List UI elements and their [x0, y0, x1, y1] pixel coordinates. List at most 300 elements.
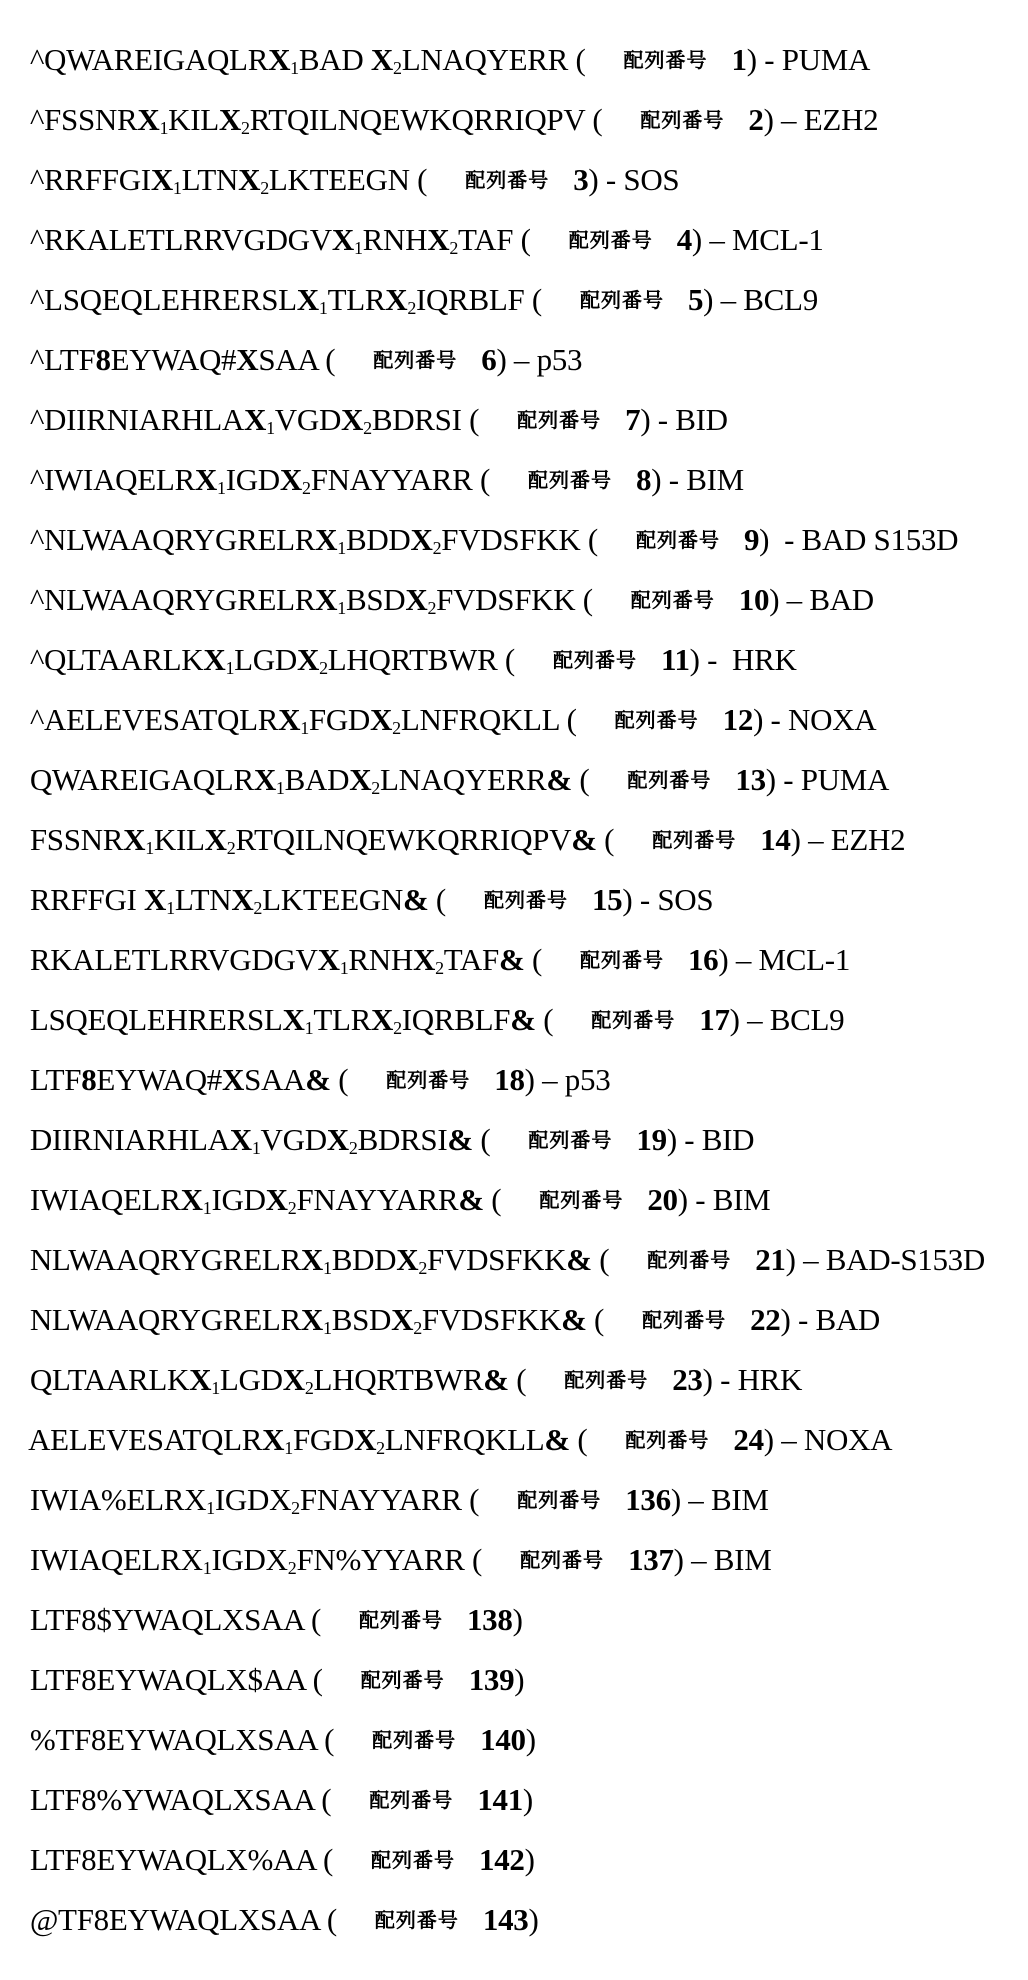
sequence-segment: X [412, 942, 436, 977]
sequence-segment: LKTEEGN [262, 882, 403, 917]
seq-id-label: 配列番号 [520, 1548, 605, 1572]
sequence-segment: LTN [174, 882, 232, 917]
open-paren: ( [409, 162, 428, 197]
sequence-segment: BSD [345, 582, 406, 617]
sequence-segment: LTN [181, 162, 239, 197]
seq-id-number: 10 [738, 582, 770, 617]
sequence-line [0, 240, 818, 318]
seq-id-number: 1 [731, 42, 747, 77]
sequence-segment: 1 [251, 1138, 261, 1158]
open-paren: ( [508, 1362, 527, 1397]
sequence-segment: 1 [166, 898, 175, 918]
sequence-segment: KIL [153, 822, 205, 857]
sequence-line [0, 600, 797, 678]
seq-id-number: 5 [687, 282, 704, 317]
sequence-segment: BDD [345, 522, 411, 557]
sequence-segment: SAA [244, 1062, 306, 1097]
sequence-segment: X [194, 462, 217, 497]
open-paren: ( [472, 462, 491, 497]
seq-id-label: 配列番号 [625, 1428, 710, 1452]
sequence-segment: X [315, 582, 338, 617]
open-paren: ( [461, 402, 480, 437]
sequence-segment: X [300, 1242, 323, 1277]
seq-id-label: 配列番号 [614, 708, 699, 732]
close-paren: ) [670, 1482, 681, 1517]
seq-id-number: 143 [482, 1902, 529, 1937]
close-paren: ) [691, 222, 702, 257]
sequence-segment: X [203, 642, 226, 677]
protein-name: – BAD-S153D [795, 1242, 985, 1277]
open-paren: ( [330, 1062, 349, 1097]
sequence-segment: X [282, 1362, 305, 1397]
protein-name: – p53 [506, 342, 583, 377]
sequence-segment: 2 [418, 1258, 428, 1278]
sequence-segment: 2 [449, 238, 459, 258]
sequence-line [0, 1080, 755, 1158]
sequence-segment: X [349, 762, 372, 797]
open-paren: ( [317, 342, 336, 377]
sequence-segment: 1 [225, 658, 235, 678]
sequence-segment: NLWAAQRYGRELR [29, 1242, 301, 1277]
sequence-segment: X [410, 522, 433, 557]
sequence-segment: IWIAQELRX [29, 1542, 203, 1577]
sequence-segment: X [218, 102, 241, 137]
sequence-segment: X [282, 1002, 305, 1037]
protein-name: – MCL-1 [728, 942, 851, 977]
open-paren: ( [461, 1482, 480, 1517]
close-paren: ) [769, 582, 780, 617]
seq-id-label: 配列番号 [642, 1308, 727, 1332]
sequence-segment: BDRSI [357, 1122, 448, 1157]
close-paren: ) [746, 42, 757, 77]
protein-name: - HRK [712, 1362, 803, 1397]
seq-id-number: 6 [481, 342, 497, 377]
sequence-segment: X [396, 1242, 419, 1277]
sequence-segment: & [305, 1062, 331, 1097]
seq-id-number: 138 [466, 1602, 513, 1637]
seq-id-number: 12 [722, 702, 754, 737]
seq-id-number: 13 [735, 762, 766, 797]
sequence-segment: 2 [241, 118, 250, 138]
sequence-segment: X [150, 162, 173, 197]
seq-id-label: 配列番号 [386, 1068, 471, 1092]
sequence-segment: X [144, 882, 167, 917]
sequence-segment: 1 [318, 298, 328, 318]
sequence-segment: LNFRQKLL [400, 702, 560, 737]
seq-id-label: 配列番号 [623, 48, 708, 72]
sequence-segment: KIL [168, 102, 219, 137]
sequence-segment: ^DIIRNIARHLA [29, 402, 244, 437]
close-paren: ) [718, 942, 729, 977]
sequence-segment: X [268, 42, 291, 77]
sequence-segment: X [229, 1122, 252, 1157]
sequence-segment: IQRBLF [401, 1002, 511, 1037]
protein-name: - PUMA [756, 42, 871, 77]
protein-name: – NOXA [773, 1422, 893, 1457]
open-paren: ( [580, 522, 598, 557]
open-paren: ( [464, 1542, 483, 1577]
open-paren: ( [568, 42, 586, 77]
sequence-segment: IQRBLF [416, 282, 525, 317]
sequence-segment: X [243, 402, 267, 437]
sequence-segment: 2 [435, 958, 444, 978]
seq-id-label: 配列番号 [483, 888, 568, 912]
sequence-line [0, 1500, 772, 1578]
open-paren: ( [524, 942, 542, 977]
seq-id-number: 7 [625, 402, 641, 437]
close-paren: ) [677, 1182, 688, 1217]
sequence-line [0, 300, 583, 377]
sequence-line [0, 780, 906, 858]
close-paren: ) [703, 282, 714, 317]
sequence-segment: 2 [392, 58, 402, 78]
sequence-segment: FNAYYARR [299, 1482, 462, 1517]
open-paren: ( [575, 582, 593, 617]
sequence-segment: FGD [308, 702, 371, 737]
sequence-segment: ^IWIAQELR [29, 462, 195, 497]
sequence-segment: & [546, 762, 572, 797]
close-paren: ) [790, 822, 801, 857]
sequence-segment: & [447, 1122, 473, 1157]
sequence-segment: 2 [287, 1198, 297, 1218]
sequence-line [0, 1620, 525, 1697]
sequence-line [0, 420, 744, 498]
seq-id-number: 9 [743, 522, 760, 557]
sequence-segment: X [370, 1002, 394, 1037]
sequence-line [0, 1260, 880, 1338]
open-paren: ( [319, 1902, 337, 1937]
sequence-segment: TAF [458, 222, 514, 257]
sequence-segment: & [510, 1002, 536, 1037]
protein-name: - SOS [632, 882, 714, 917]
seq-id-number: 24 [733, 1422, 764, 1457]
sequence-segment: X [317, 942, 340, 977]
sequence-segment: EYWAQ# [110, 342, 237, 377]
sequence-segment: 8 [81, 1062, 97, 1097]
sequence-line [0, 660, 877, 738]
sequence-segment: LTF8$YWAQLXSAA [29, 1602, 304, 1637]
open-paren: ( [313, 1782, 332, 1817]
sequence-line [0, 180, 824, 258]
peptide-sequence [30, 1902, 320, 1937]
sequence-segment: 2 [260, 178, 269, 198]
seq-id-label: 配列番号 [369, 1788, 454, 1812]
sequence-segment: 1 [304, 1018, 314, 1038]
sequence-line [0, 360, 728, 438]
protein-name: – BCL9 [739, 1002, 845, 1037]
close-paren: ) [524, 1842, 535, 1877]
open-paren: ( [584, 102, 603, 137]
seq-id-number: 142 [479, 1842, 525, 1877]
sequence-segment: ^FSSNR [29, 102, 138, 137]
close-paren: ) [702, 1362, 713, 1397]
sequence-segment: RNH [362, 222, 428, 257]
sequence-line [0, 480, 959, 558]
protein-name: - BIM [687, 1182, 771, 1217]
sequence-segment: X [391, 1302, 414, 1337]
sequence-segment: LGD [234, 642, 297, 677]
sequence-line [0, 720, 890, 798]
sequence-segment: X [341, 402, 364, 437]
open-paren: ( [497, 642, 515, 677]
seq-id-number: 22 [750, 1302, 781, 1337]
close-paren: ) [525, 1722, 536, 1757]
sequence-segment: 1 [206, 1498, 215, 1518]
sequence-segment: 1 [300, 718, 309, 738]
sequence-line [0, 1320, 803, 1398]
sequence-segment: X [236, 342, 259, 377]
open-paren: ( [596, 822, 615, 857]
sequence-segment: X [370, 42, 393, 77]
sequence-segment: RRFFGI [29, 882, 145, 917]
seq-id-number: 21 [755, 1242, 786, 1277]
sequence-line [0, 1680, 536, 1757]
sequence-line [0, 1440, 769, 1518]
protein-name: – MCL-1 [701, 222, 824, 257]
sequence-line [0, 1140, 771, 1218]
open-paren: ( [569, 1422, 588, 1457]
sequence-segment: 1 [211, 1378, 220, 1398]
open-paren: ( [483, 1182, 502, 1217]
sequence-segment: TLR [327, 282, 386, 317]
sequence-line [0, 1020, 611, 1097]
close-paren: ) [666, 1122, 677, 1157]
sequence-line [0, 840, 714, 918]
sequence-segment: FVDSFKK [421, 1302, 562, 1337]
sequence-segment: LTF8EYWAQLX%AA [29, 1842, 316, 1877]
sequence-segment: 1 [266, 418, 275, 438]
sequence-segment: X [278, 702, 301, 737]
sequence-segment: X [180, 1182, 203, 1217]
seq-id-label: 配列番号 [372, 1728, 457, 1752]
sequence-segment: ^NLWAAQRYGRELR [29, 522, 316, 557]
sequence-segment: QWAREIGAQLR [29, 762, 254, 797]
sequence-segment: & [561, 1302, 587, 1337]
open-paren: ( [303, 1602, 321, 1637]
seq-id-number: 23 [672, 1362, 703, 1397]
sequence-segment: 1 [202, 1198, 212, 1218]
protein-name: – BIM [680, 1482, 769, 1517]
sequence-segment: TAF [443, 942, 499, 977]
sequence-segment: ^NLWAAQRYGRELR [29, 582, 316, 617]
close-paren: ) [496, 342, 507, 377]
protein-name: - NOXA [763, 702, 877, 737]
seq-id-number: 141 [477, 1782, 523, 1817]
close-paren: ) [588, 162, 599, 197]
protein-name: - SOS [598, 162, 680, 197]
sequence-segment: 2 [413, 1318, 422, 1338]
sequence-segment: ^LTF [29, 342, 96, 377]
sequence-segment: 2 [226, 838, 236, 858]
sequence-segment: LTF [29, 1062, 82, 1097]
sequence-line [0, 1200, 985, 1278]
sequence-segment: EYWAQ# [96, 1062, 223, 1097]
sequence-line [0, 540, 874, 618]
sequence-segment: LSQEQLEHRERSL [29, 1002, 283, 1037]
sequence-segment: ^QWAREIGAQLR [29, 42, 269, 77]
sequence-segment: FGD [292, 1422, 355, 1457]
sequence-segment: LHQRTBWR [327, 642, 498, 677]
seq-id-label: 配列番号 [374, 1908, 459, 1932]
seq-id-number: 2 [748, 102, 764, 137]
open-paren: ( [305, 1662, 323, 1697]
seq-id-label: 配列番号 [528, 1128, 613, 1152]
sequence-segment: X [331, 222, 354, 257]
sequence-segment: X [279, 462, 302, 497]
sequence-segment: RTQILNQEWKQRRIQPV [249, 102, 585, 137]
sequence-segment: LNFRQKLL [384, 1422, 545, 1457]
protein-name: - HRK [699, 642, 797, 677]
sequence-line [0, 1380, 893, 1458]
seq-id-label: 配列番号 [640, 108, 725, 132]
seq-id-number: 140 [480, 1722, 526, 1757]
open-paren: ( [571, 762, 590, 797]
close-paren: ) [759, 522, 770, 557]
protein-name: - BIM [661, 462, 744, 497]
open-paren: ( [559, 702, 577, 737]
sequence-segment: 1 [322, 1258, 332, 1278]
close-paren: ) [522, 1782, 533, 1817]
sequence-segment: LHQRTBWR [313, 1362, 484, 1397]
open-paren: ( [591, 1242, 610, 1277]
sequence-segment: 1 [275, 778, 285, 798]
sequence-segment: X [265, 1182, 288, 1217]
sequence-segment: & [544, 1422, 570, 1457]
sequence-segment: NLWAAQRYGRELR [29, 1302, 301, 1337]
sequence-segment: 1 [353, 238, 363, 258]
sequence-segment: LTF8%YWAQLXSAA [29, 1782, 314, 1817]
sequence-segment: 2 [371, 778, 380, 798]
seq-id-number: 8 [636, 462, 652, 497]
sequence-segment: & [498, 942, 525, 977]
seq-id-number: 20 [647, 1182, 678, 1217]
seq-id-label: 配列番号 [539, 1188, 624, 1212]
close-paren: ) [622, 882, 633, 917]
sequence-segment: 2 [287, 1558, 297, 1578]
sequence-segment: BSD [331, 1302, 392, 1337]
sequence-segment: SAA [258, 342, 318, 377]
sequence-segment: X [315, 522, 338, 557]
sequence-segment: RKALETLRRVGDGV [29, 942, 318, 977]
protein-name: – BAD [779, 582, 874, 617]
seq-id-label: 配列番号 [360, 1668, 445, 1692]
sequence-segment: 2 [432, 538, 442, 558]
sequence-segment: 2 [291, 1498, 300, 1518]
seq-id-number: 3 [573, 162, 589, 197]
sequence-segment: 2 [301, 478, 311, 498]
sequence-line [0, 960, 845, 1038]
seq-id-number: 19 [636, 1122, 667, 1157]
sequence-segment: DIIRNIARHLA [29, 1122, 230, 1157]
sequence-segment: RTQILNQEWKQRRIQPV [235, 822, 572, 857]
close-paren: ) [729, 1002, 740, 1037]
sequence-segment: 2 [253, 898, 263, 918]
seq-id-label: 配列番号 [552, 648, 637, 672]
sequence-segment: IGDX [214, 1482, 292, 1517]
sequence-segment: VGD [274, 402, 342, 437]
close-paren: ) [651, 462, 662, 497]
seq-id-label: 配列番号 [647, 1248, 732, 1272]
sequence-segment: X [300, 1302, 323, 1337]
seq-id-number: 4 [676, 222, 692, 257]
protein-name: - BID [650, 402, 728, 437]
seq-id-number: 16 [687, 942, 719, 977]
sequence-segment: ^AELEVESATQLR [29, 702, 279, 737]
sequence-segment: ^QLTAARLK [29, 642, 204, 677]
close-paren: ) [765, 762, 776, 797]
sequence-line [0, 1560, 523, 1637]
open-paren: ( [524, 282, 542, 317]
sequence-segment: LNAQYERR [379, 762, 547, 797]
sequence-line [0, 60, 879, 138]
sequence-segment: 2 [304, 1378, 314, 1398]
sequence-segment: BDRSI [371, 402, 462, 437]
close-paren: ) [753, 702, 764, 737]
sequence-segment: 1 [145, 838, 154, 858]
sequence-segment: 2 [393, 1018, 402, 1038]
sequence-segment: LKTEEGN [268, 162, 410, 197]
seq-id-label: 配列番号 [517, 408, 602, 432]
sequence-segment: QLTAARLK [29, 1362, 190, 1397]
sequence-segment: 2 [407, 298, 417, 318]
sequence-line [0, 1740, 533, 1817]
seq-id-number: 137 [628, 1542, 674, 1577]
protein-name: - BAD [790, 1302, 880, 1337]
protein-name: – EZH2 [773, 102, 879, 137]
seq-id-label: 配列番号 [517, 1488, 602, 1512]
seq-id-label: 配列番号 [627, 768, 712, 792]
sequence-segment: FNAYYARR [310, 462, 473, 497]
sequence-segment: X [222, 1062, 245, 1097]
protein-name: – BIM [683, 1542, 772, 1577]
sequence-segment: 1 [339, 958, 349, 978]
sequence-line [0, 1800, 535, 1877]
protein-name: - BAD S153D [769, 522, 959, 557]
sequence-segment: FN%YYARR [296, 1542, 465, 1577]
sequence-segment: FNAYYARR [296, 1182, 459, 1217]
close-paren: ) [689, 642, 700, 677]
sequence-segment: 1 [284, 1438, 293, 1458]
open-paren: ( [535, 1002, 554, 1037]
sequence-segment: LGD [219, 1362, 283, 1397]
sequence-segment: 2 [348, 1138, 358, 1158]
sequence-segment: BAD [284, 762, 350, 797]
close-paren: ) [514, 1662, 525, 1697]
sequence-segment: 2 [376, 1438, 385, 1458]
seq-id-number: 15 [591, 882, 623, 917]
open-paren: ( [586, 1302, 605, 1337]
sequence-segment: LNAQYERR [401, 42, 569, 77]
sequence-segment: @TF8EYWAQLXSAA [29, 1902, 320, 1937]
sequence-segment: AELEVESATQLR [28, 1422, 263, 1457]
seq-id-number: 17 [699, 1002, 730, 1037]
seq-id-number: 136 [625, 1482, 671, 1517]
sequence-segment: %TF8EYWAQLXSAA [29, 1722, 317, 1757]
sequence-segment: 1 [159, 118, 169, 138]
seq-id-label: 配列番号 [568, 228, 653, 252]
close-paren: ) [528, 1902, 539, 1937]
seq-id-number: 11 [660, 642, 690, 677]
sequence-segment: 1 [322, 1318, 332, 1338]
sequence-segment: 2 [319, 658, 328, 678]
sequence-segment: X [238, 162, 261, 197]
sequence-segment: X [405, 582, 428, 617]
sequence-segment: FVDSFKK [441, 522, 581, 557]
sequence-segment: FSSNR [29, 822, 124, 857]
sequence-segment: & [483, 1362, 509, 1397]
sequence-segment: X [189, 1362, 212, 1397]
sequence-segment: ^LSQEQLEHRERSL [29, 282, 297, 317]
